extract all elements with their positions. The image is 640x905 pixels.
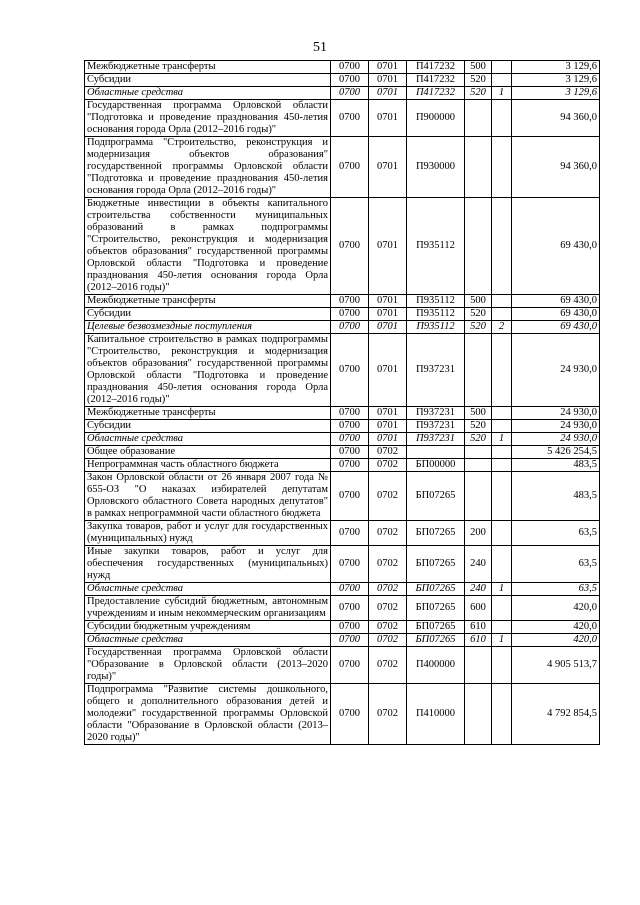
row-funding-source [492, 684, 512, 745]
table-row [85, 61, 600, 74]
row-subsection: 0701 [369, 198, 407, 295]
budget-table [84, 60, 600, 745]
row-section: 0700 [331, 420, 369, 433]
row-expense-type [465, 137, 492, 198]
table-row [85, 596, 600, 621]
table-row [85, 647, 600, 684]
row-name: Общее образование [85, 446, 331, 459]
row-funding-source [492, 61, 512, 74]
table-row [85, 446, 600, 459]
row-target-article: П417232 [407, 87, 465, 100]
row-subsection: 0701 [369, 321, 407, 334]
row-funding-source [492, 308, 512, 321]
row-expense-type: 500 [465, 407, 492, 420]
row-section: 0700 [331, 446, 369, 459]
row-amount: 94 360,0 [512, 137, 600, 198]
table-row [85, 308, 600, 321]
table-row [85, 634, 600, 647]
row-name: Межбюджетные трансферты [85, 61, 331, 74]
row-name: Субсидии бюджетным учреждениям [85, 621, 331, 634]
row-amount: 24 930,0 [512, 407, 600, 420]
row-name: Бюджетные инвестиции в объекты капитального строительства собственности муниципальных образований в рамках подпрограммы "Строительство, реконструкция и модернизация объектов образования" государственной программы Орловской области "Подготовка и проведение празднования 450-летия основания города Орла (2012–2016 годы)" [85, 198, 331, 295]
row-name: Иные закупки товаров, работ и услуг для обеспечения государственных (муниципальных) нужд [85, 546, 331, 583]
row-section: 0700 [331, 472, 369, 521]
row-funding-source [492, 100, 512, 137]
row-amount: 69 430,0 [512, 295, 600, 308]
row-amount: 63,5 [512, 521, 600, 546]
table-row [85, 684, 600, 745]
row-funding-source [492, 407, 512, 420]
row-target-article: БП07265 [407, 521, 465, 546]
row-expense-type [465, 100, 492, 137]
row-section: 0700 [331, 308, 369, 321]
row-name: Предоставление субсидий бюджетным, автономным учреждениям и иным некоммерческим организациям [85, 596, 331, 621]
row-subsection: 0702 [369, 621, 407, 634]
row-section: 0700 [331, 321, 369, 334]
table-row [85, 459, 600, 472]
table-row [85, 521, 600, 546]
row-amount: 420,0 [512, 621, 600, 634]
row-funding-source [492, 420, 512, 433]
row-expense-type [465, 472, 492, 521]
row-amount: 4 905 513,7 [512, 647, 600, 684]
row-subsection: 0701 [369, 334, 407, 407]
row-funding-source: 1 [492, 583, 512, 596]
row-expense-type: 520 [465, 433, 492, 446]
row-section: 0700 [331, 621, 369, 634]
row-expense-type: 610 [465, 634, 492, 647]
row-funding-source: 2 [492, 321, 512, 334]
row-subsection: 0701 [369, 61, 407, 74]
row-name: Субсидии [85, 308, 331, 321]
row-funding-source: 1 [492, 634, 512, 647]
row-amount: 420,0 [512, 634, 600, 647]
row-target-article: П935112 [407, 308, 465, 321]
row-amount: 69 430,0 [512, 308, 600, 321]
table-row [85, 334, 600, 407]
row-subsection: 0702 [369, 634, 407, 647]
row-target-article: П937231 [407, 334, 465, 407]
row-target-article: БП00000 [407, 459, 465, 472]
row-subsection: 0702 [369, 596, 407, 621]
row-name: Целевые безвозмездные поступления [85, 321, 331, 334]
row-section: 0700 [331, 295, 369, 308]
row-subsection: 0701 [369, 100, 407, 137]
table-row [85, 100, 600, 137]
row-name: Капитальное строительство в рамках подпрограммы "Строительство, реконструкция и модернизация объектов образования" государственной программы Орловской области "Подготовка и проведение празднования 450-летия основания города Орла (2012–2016 годы)" [85, 334, 331, 407]
row-section: 0700 [331, 546, 369, 583]
row-expense-type: 520 [465, 321, 492, 334]
row-section: 0700 [331, 433, 369, 446]
row-target-article: П400000 [407, 647, 465, 684]
table-row [85, 420, 600, 433]
row-funding-source [492, 521, 512, 546]
row-name: Межбюджетные трансферты [85, 407, 331, 420]
row-target-article: БП07265 [407, 621, 465, 634]
row-subsection: 0701 [369, 433, 407, 446]
row-expense-type [465, 647, 492, 684]
row-subsection: 0701 [369, 308, 407, 321]
row-subsection: 0701 [369, 295, 407, 308]
row-target-article: П930000 [407, 137, 465, 198]
table-row [85, 472, 600, 521]
row-funding-source [492, 446, 512, 459]
row-amount: 483,5 [512, 459, 600, 472]
row-amount: 69 430,0 [512, 198, 600, 295]
row-funding-source [492, 295, 512, 308]
row-funding-source [492, 596, 512, 621]
row-name: Межбюджетные трансферты [85, 295, 331, 308]
row-expense-type [465, 198, 492, 295]
row-section: 0700 [331, 459, 369, 472]
table-row [85, 621, 600, 634]
row-target-article: П935112 [407, 321, 465, 334]
row-expense-type: 600 [465, 596, 492, 621]
row-funding-source [492, 198, 512, 295]
row-amount: 24 930,0 [512, 433, 600, 446]
row-expense-type: 240 [465, 546, 492, 583]
row-subsection: 0702 [369, 521, 407, 546]
row-section: 0700 [331, 87, 369, 100]
row-target-article: П417232 [407, 74, 465, 87]
row-section: 0700 [331, 334, 369, 407]
row-name: Закон Орловской области от 26 января 2007 года № 655-ОЗ "О наказах избирателей депутатам Орловского областного Совета народных депутатов" в рамках непрограммной части областного бюджета [85, 472, 331, 521]
row-section: 0700 [331, 684, 369, 745]
row-subsection: 0702 [369, 684, 407, 745]
row-funding-source [492, 459, 512, 472]
row-name: Государственная программа Орловской области "Подготовка и проведение празднования 450-летия основания города Орла (2012–2016 годы)" [85, 100, 331, 137]
row-target-article: БП07265 [407, 472, 465, 521]
row-section: 0700 [331, 407, 369, 420]
table-row [85, 295, 600, 308]
row-name: Подпрограмма "Развитие системы дошкольного, общего и дополнительного образования детей и молодежи" государственной программы Орловской области "Образование в Орловской области (2013–2020 годы)" [85, 684, 331, 745]
row-target-article: П937231 [407, 433, 465, 446]
row-section: 0700 [331, 634, 369, 647]
row-amount: 69 430,0 [512, 321, 600, 334]
table-row [85, 546, 600, 583]
row-section: 0700 [331, 74, 369, 87]
table-row [85, 87, 600, 100]
row-target-article: П417232 [407, 61, 465, 74]
row-amount: 3 129,6 [512, 87, 600, 100]
row-subsection: 0701 [369, 407, 407, 420]
row-funding-source: 1 [492, 433, 512, 446]
row-expense-type [465, 334, 492, 407]
row-subsection: 0702 [369, 472, 407, 521]
row-name: Субсидии [85, 420, 331, 433]
row-amount: 94 360,0 [512, 100, 600, 137]
row-target-article [407, 446, 465, 459]
table-row [85, 74, 600, 87]
row-funding-source [492, 74, 512, 87]
row-funding-source: 1 [492, 87, 512, 100]
row-amount: 24 930,0 [512, 420, 600, 433]
row-section: 0700 [331, 100, 369, 137]
row-amount: 24 930,0 [512, 334, 600, 407]
row-expense-type: 500 [465, 295, 492, 308]
row-section: 0700 [331, 583, 369, 596]
row-target-article: БП07265 [407, 634, 465, 647]
row-name: Закупка товаров, работ и услуг для государственных (муниципальных) нужд [85, 521, 331, 546]
table-row [85, 321, 600, 334]
row-name: Непрограммная часть областного бюджета [85, 459, 331, 472]
row-name: Областные средства [85, 583, 331, 596]
row-subsection: 0701 [369, 137, 407, 198]
row-expense-type: 520 [465, 74, 492, 87]
row-expense-type [465, 446, 492, 459]
row-expense-type: 500 [465, 61, 492, 74]
page-number: 51 [313, 40, 327, 55]
row-amount: 3 129,6 [512, 61, 600, 74]
table-row [85, 433, 600, 446]
row-amount: 420,0 [512, 596, 600, 621]
row-expense-type: 610 [465, 621, 492, 634]
row-expense-type: 520 [465, 420, 492, 433]
row-name: Подпрограмма "Строительство, реконструкция и модернизация объектов образования" государственной программы Орловской области "Подготовка и проведение празднования 450-летия основания города Орла (2012–2016 годы)" [85, 137, 331, 198]
row-target-article: П900000 [407, 100, 465, 137]
row-section: 0700 [331, 137, 369, 198]
table-row [85, 137, 600, 198]
row-amount: 63,5 [512, 583, 600, 596]
row-funding-source [492, 647, 512, 684]
row-funding-source [492, 472, 512, 521]
row-section: 0700 [331, 647, 369, 684]
row-expense-type: 520 [465, 308, 492, 321]
row-target-article: БП07265 [407, 546, 465, 583]
row-amount: 63,5 [512, 546, 600, 583]
row-subsection: 0702 [369, 446, 407, 459]
row-amount: 483,5 [512, 472, 600, 521]
row-name: Областные средства [85, 87, 331, 100]
row-funding-source [492, 621, 512, 634]
row-name: Областные средства [85, 634, 331, 647]
row-expense-type: 240 [465, 583, 492, 596]
row-funding-source [492, 546, 512, 583]
row-subsection: 0702 [369, 583, 407, 596]
row-target-article: П410000 [407, 684, 465, 745]
row-subsection: 0701 [369, 420, 407, 433]
row-target-article: П937231 [407, 420, 465, 433]
row-name: Областные средства [85, 433, 331, 446]
row-subsection: 0702 [369, 647, 407, 684]
row-subsection: 0701 [369, 87, 407, 100]
row-target-article: П935112 [407, 198, 465, 295]
row-target-article: БП07265 [407, 583, 465, 596]
row-subsection: 0702 [369, 459, 407, 472]
table-row [85, 198, 600, 295]
row-target-article: БП07265 [407, 596, 465, 621]
row-expense-type: 520 [465, 87, 492, 100]
row-name: Государственная программа Орловской области "Образование в Орловской области (2013–2020 годы)" [85, 647, 331, 684]
row-expense-type [465, 684, 492, 745]
row-subsection: 0702 [369, 546, 407, 583]
row-name: Субсидии [85, 74, 331, 87]
row-section: 0700 [331, 61, 369, 74]
row-funding-source [492, 137, 512, 198]
row-section: 0700 [331, 198, 369, 295]
table-row [85, 407, 600, 420]
row-section: 0700 [331, 596, 369, 621]
row-funding-source [492, 334, 512, 407]
row-expense-type: 200 [465, 521, 492, 546]
row-subsection: 0701 [369, 74, 407, 87]
row-expense-type [465, 459, 492, 472]
row-amount: 4 792 854,5 [512, 684, 600, 745]
row-section: 0700 [331, 521, 369, 546]
row-amount: 5 426 254,5 [512, 446, 600, 459]
row-target-article: П935112 [407, 295, 465, 308]
row-amount: 3 129,6 [512, 74, 600, 87]
table-row [85, 583, 600, 596]
row-target-article: П937231 [407, 407, 465, 420]
